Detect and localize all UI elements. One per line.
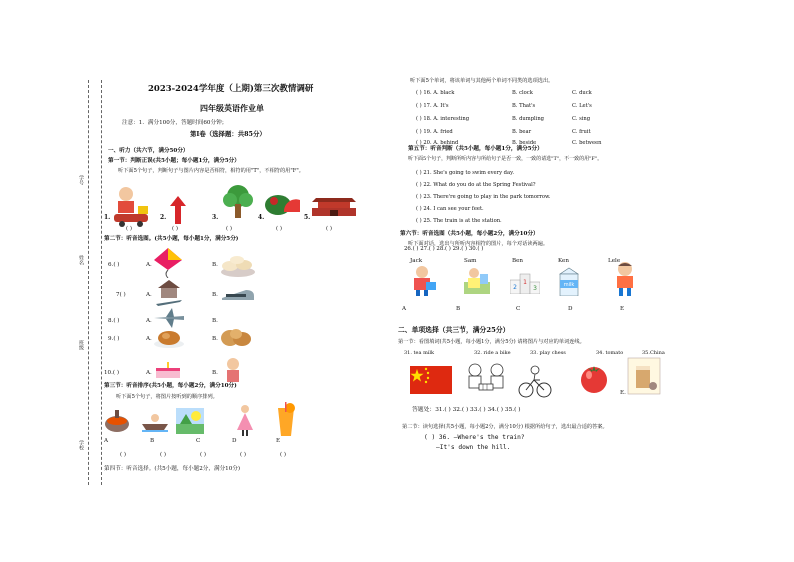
kite-image bbox=[154, 248, 182, 278]
roast-chicken-image bbox=[154, 326, 184, 348]
page-title: 2023-2024学年度（上期)第三次教情调研 bbox=[148, 84, 314, 94]
q4-answer-blank[interactable]: ( ) bbox=[276, 226, 282, 232]
gutter-label-school: 学校 bbox=[78, 440, 84, 450]
statement-23: ( ) 23. There're going to play in the park tomorrow. bbox=[416, 194, 551, 200]
word-33: 33. play chess bbox=[530, 350, 566, 356]
q2-number: 2. bbox=[160, 214, 167, 221]
china-flag-image bbox=[410, 366, 452, 394]
order-letter-e: E bbox=[276, 438, 281, 444]
q12-answer-blank[interactable]: ( ) bbox=[160, 452, 166, 458]
q10-option-b-label: B. bbox=[212, 370, 218, 376]
name-sam: Sam bbox=[464, 258, 477, 264]
word-35: 35.China bbox=[642, 350, 665, 356]
svg-text:3: 3 bbox=[533, 285, 537, 292]
q6-label: 6.( ) bbox=[108, 262, 120, 268]
svg-text:1: 1 bbox=[523, 279, 527, 286]
section-5-instruction: 听下面5个句子，判断所听内容与所给句子是否一致，一致的请选"T"，不一致的用"F"。 bbox=[408, 156, 603, 162]
section-1-heading: 第一节：判断正误(共5小题；每小题1分，满分5分） bbox=[108, 158, 240, 164]
boy-toy-train-image bbox=[112, 184, 152, 228]
statement-24: ( ) 24. I can see your feet. bbox=[416, 206, 484, 212]
q20-option-a: ( ) 20. A. behind bbox=[416, 140, 459, 146]
picture-letter-d: D bbox=[568, 306, 573, 312]
picture-letter-c: C bbox=[516, 306, 521, 312]
order-letter-d: D bbox=[232, 438, 237, 444]
airplane-image bbox=[154, 308, 184, 328]
name-jack: Jack bbox=[410, 258, 423, 264]
binding-gutter bbox=[88, 80, 102, 485]
boy-reading-image bbox=[410, 264, 438, 296]
q9-option-a-label: A. bbox=[146, 336, 152, 342]
bread-image bbox=[220, 326, 252, 348]
boy-riding-bike-image bbox=[518, 364, 552, 398]
q6-option-a-label: A. bbox=[146, 262, 152, 268]
section-1-instruction: 听下面5个句子，判断句子与图片内容是否相符，相符的用"T"，不相符的用"F"。 bbox=[118, 168, 304, 174]
number-blocks-image bbox=[510, 270, 540, 294]
q9-option-b-label: B. bbox=[212, 336, 218, 342]
q2-answer-blank[interactable]: ( ) bbox=[172, 226, 178, 232]
q15-answer-blank[interactable]: ( ) bbox=[280, 452, 286, 458]
q19-option-b: B. bear bbox=[512, 129, 532, 135]
q18-option-b: B. dumpling bbox=[512, 116, 544, 122]
watermelon-image bbox=[264, 192, 300, 216]
name-lele: Lele bbox=[608, 258, 621, 264]
q7-option-a-label: A. bbox=[146, 292, 152, 298]
picture-letter-e: E bbox=[620, 306, 625, 312]
milk-tea-image bbox=[626, 356, 662, 396]
notice: 注意：1．满分100分，答题时间60分钟； bbox=[122, 120, 228, 126]
gutter-label-name: 姓名 bbox=[78, 255, 84, 265]
boat-image bbox=[142, 410, 168, 432]
tomato-image bbox=[578, 362, 610, 394]
q8-label: 8.( ) bbox=[108, 318, 120, 324]
q5-answer-blank[interactable]: ( ) bbox=[326, 226, 332, 232]
order-letter-b: B bbox=[150, 438, 155, 444]
order-letter-c: C bbox=[196, 438, 201, 444]
q9-label: 9.( ) bbox=[108, 336, 120, 342]
section-4-heading: 第四节：听音选择。(共5小题，每小题2分，满分10分) bbox=[104, 466, 241, 472]
kids-playing-chess-image bbox=[466, 362, 506, 396]
part2-section-1-heading: 第一节：看图填词(共5小题，每小题1分，满分5分) 请将图片与对应的单词连线。 bbox=[398, 339, 585, 345]
page-subtitle: 四年级英语作业单 bbox=[200, 103, 264, 113]
section-6-heading: 第六节：听音选图（共5小题，每小题2分，满分10分） bbox=[400, 231, 539, 237]
tiananmen-image bbox=[312, 190, 356, 216]
q19-option-c: C. fruit bbox=[572, 129, 591, 135]
dumplings-image bbox=[220, 252, 256, 278]
q20-option-c: C. between bbox=[572, 140, 602, 146]
q6-option-b-label: B. bbox=[212, 262, 218, 268]
statement-22: ( ) 22. What do you do at the Spring Festival? bbox=[416, 182, 536, 188]
gutter-label-class: 班级 bbox=[78, 340, 84, 350]
name-ken: Ken bbox=[558, 258, 569, 264]
q13-answer-blank[interactable]: ( ) bbox=[200, 452, 206, 458]
milk-carton-image bbox=[556, 266, 582, 296]
q8-option-b-label: B. bbox=[212, 318, 218, 324]
q17-option-b: B. That's bbox=[512, 103, 536, 109]
svg-text:milk: milk bbox=[563, 282, 575, 288]
q1-answer-blank[interactable]: ( ) bbox=[126, 226, 132, 232]
q5-number: 5. bbox=[304, 214, 311, 221]
q10-option-a-label: A. bbox=[146, 370, 152, 376]
q17-option-c: C. Let's bbox=[572, 103, 592, 109]
pavilion-plane-image bbox=[154, 278, 184, 308]
word-31: 31. tea milk bbox=[404, 350, 435, 356]
q4-number: 4. bbox=[258, 214, 265, 221]
option-e-label: E. bbox=[620, 390, 626, 396]
train-image bbox=[220, 284, 254, 304]
section-5-heading: 第五节：听音判断（共5小题，每小题1分，满分5分） bbox=[408, 146, 543, 152]
order-letter-a: A bbox=[104, 438, 109, 444]
q19-option-a: ( ) 19. A. fried bbox=[416, 129, 453, 135]
q10-label: 10.( ) bbox=[104, 370, 120, 376]
tree-image bbox=[222, 184, 254, 218]
cake-image bbox=[154, 360, 182, 380]
picture-letter-b: B bbox=[456, 306, 461, 312]
section-6-instruction: 听下面对话，选出与所听内容相符的图片，每个对话读两遍。 bbox=[408, 241, 549, 247]
orange-juice-image bbox=[276, 402, 296, 436]
q16-option-b: B. clock bbox=[512, 90, 533, 96]
part2-section-2-heading: 第二节：读句选择(共5小题，每小题2分，满分10分) 根据所给句子，选出最合适的答案。 bbox=[402, 424, 608, 430]
q16-option-a: ( ) 16. A. black bbox=[416, 90, 455, 96]
hotpot-image bbox=[104, 406, 130, 434]
park-scene-image bbox=[176, 408, 204, 434]
boy-image bbox=[220, 356, 246, 382]
section-4-instruction: 听下面5个单词，将该单词与其他两个单词不同类的选项选出。 bbox=[410, 78, 554, 84]
word-34: 34. tomato bbox=[596, 350, 624, 356]
q11-answer-blank[interactable]: ( ) bbox=[120, 452, 126, 458]
q1-number: 1. bbox=[104, 214, 111, 221]
statement-25: ( ) 25. The train is at the station. bbox=[416, 218, 502, 224]
part1-heading: 第Ⅰ卷（选择题：共85分） bbox=[190, 130, 266, 138]
answer-row-31-35[interactable]: 答题处：31.( ) 32.( ) 33.( ) 34.( ) 35.( ) bbox=[412, 407, 521, 413]
svg-text:2: 2 bbox=[513, 284, 517, 291]
section-2-heading: 第二节：听音选图。(共5小题，每小题1分，满分5分) bbox=[104, 236, 239, 242]
q26-30-answer-row[interactable]: 26.( ) 27.( ) 28.( ) 29.( ) 30.( ) bbox=[404, 246, 484, 252]
boy-drawing-image bbox=[462, 264, 492, 296]
section-listening: 一、听力（共六节，满分50分） bbox=[108, 148, 189, 154]
section-3-heading: 第三节：听音排序(共5小题，每小题2分，满分10分) bbox=[104, 383, 237, 389]
part2-heading: 二、单项选择（共三节，满分25分） bbox=[398, 326, 510, 334]
q18-option-a: ( ) 18. A. interesting bbox=[416, 116, 470, 122]
word-32: 32. ride a bike bbox=[474, 350, 511, 356]
section-3-instruction: 听下面5个句子，将图片按听到的顺序排列。 bbox=[116, 394, 218, 400]
girl-dancing-image bbox=[236, 404, 254, 436]
q3-answer-blank[interactable]: ( ) bbox=[226, 226, 232, 232]
q18-option-c: C. sing bbox=[572, 116, 591, 122]
question-36: ( ) 36. —Where's the train? bbox=[424, 434, 525, 441]
q17-option-a: ( ) 17. A. It's bbox=[416, 103, 449, 109]
question-36-response: —It's down the hill. bbox=[436, 444, 511, 451]
q14-answer-blank[interactable]: ( ) bbox=[240, 452, 246, 458]
gutter-label-student-id: 学号 bbox=[78, 175, 84, 185]
boy-standing-image bbox=[610, 260, 640, 296]
q16-option-c: C. duck bbox=[572, 90, 592, 96]
q20-option-b: B. beside bbox=[512, 140, 537, 146]
up-arrow-image bbox=[170, 196, 186, 224]
q7-option-b-label: B. bbox=[212, 292, 218, 298]
q3-number: 3. bbox=[212, 214, 219, 221]
picture-letter-a: A bbox=[402, 306, 407, 312]
q8-option-a-label: A. bbox=[146, 318, 152, 324]
statement-21: ( ) 21. She's going to swim every day. bbox=[416, 170, 514, 176]
name-ben: Ben bbox=[512, 258, 524, 264]
q7-label: 7( ) bbox=[116, 292, 126, 298]
